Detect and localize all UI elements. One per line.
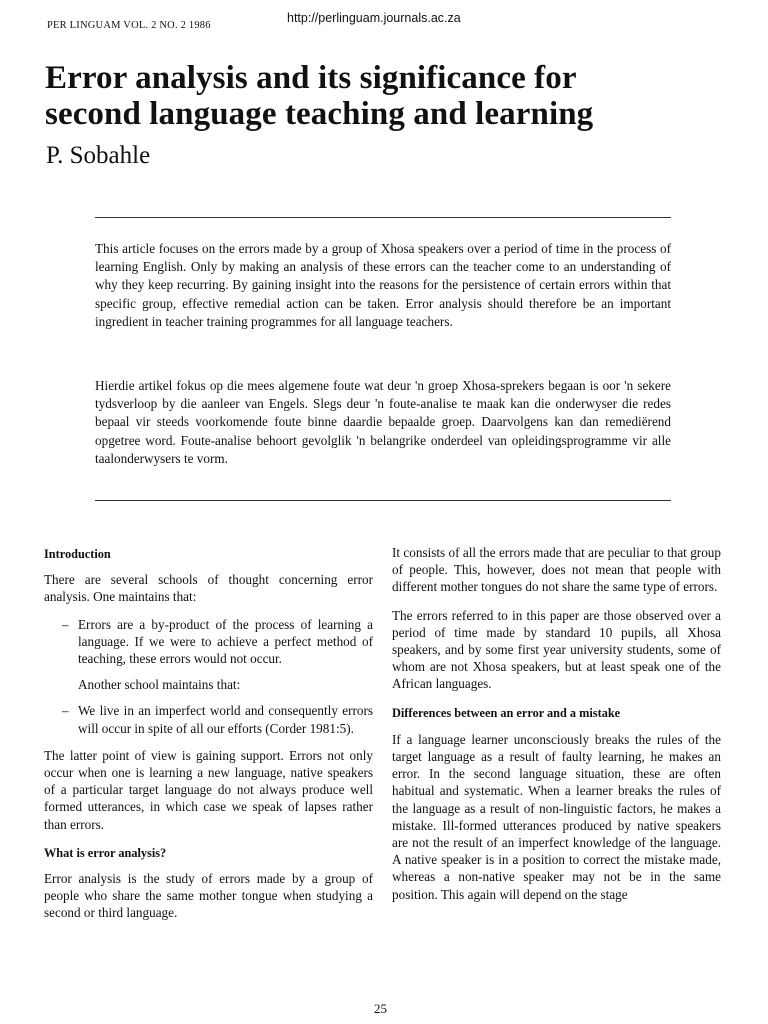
paragraph-another-school: Another school maintains that:: [78, 677, 241, 693]
journal-citation: PER LINGUAM VOL. 2 NO. 2 1986: [47, 20, 211, 31]
abstract-afrikaans: Hierdie artikel fokus op die mees algemene foute wat deur 'n groep Xhosa-sprekers begaan is oor 'n sekere tydsverloop by die aanleer van Engels. Slegs deur 'n foute-analise te maak kan die onderwyser die redes bepaal vir steeds voorkomende foute binne daardie bepaalde groep. Daarvolgens kan dan remediërend opgetree word. Foute-analise behoort gevolglik 'n belangrike onderdeel van opleidingsprogramme vir alle taalonderwysers te vorm.: [95, 378, 671, 466]
journal-url: http://perlinguam.journals.ac.za: [287, 11, 461, 25]
right-column: [392, 544, 721, 903]
paragraph-errors-referred: The errors referred to in this paper are those observed over a period of time made by standard 10 pupils, all Xhosa speakers, and by some first year university students, some of whom are not Xhosa speakers, but at least speak one of the African languages.: [392, 607, 721, 692]
bottom-divider: [95, 500, 671, 501]
dash-glyph: –: [62, 703, 69, 719]
paragraph-error-analysis-definition: Error analysis is the study of errors made by a group of people who share the same mother tongue when studying a second or third language.: [44, 871, 373, 921]
bullet-item-2: [44, 702, 373, 736]
left-column: [44, 546, 373, 922]
top-divider: [95, 217, 671, 218]
article-title: [45, 60, 745, 132]
heading-error-vs-mistake: Differences between an error and a mistake: [392, 705, 621, 720]
paragraph-latter-view: The latter point of view is gaining support. Errors not only occur when one is learning a new language, native speakers of a particular target language do not always produce well formed utterances, in which case we speak of lapses rather than errors.: [44, 747, 373, 832]
paragraph-intro: There are several schools of thought concerning error analysis. One maintains that:: [44, 572, 373, 605]
abstract-english: This article focuses on the errors made by a group of Xhosa speakers over a period of time in the process of learning English. Only by making an analysis of these errors can the teacher come to an understanding of why they keep recurring. By gaining insight into the reasons for the persistence of certain errors within that specific group, effective remedial action can be taken. Error analysis should therefore be an important ingredient in teacher training programmes for all language teachers.: [95, 241, 671, 329]
heading-what-is-error-analysis: What is error analysis?: [44, 845, 167, 860]
paragraph-error-mistake: If a language learner unconsciously breaks the rules of the target language as a result of faulty learning, he makes an error. In the second language situation, these are often habitual and systematic. When a learner breaks the rules of the language as a result of non-linguistic factors, he makes a mistake. Ill-formed utterances produced by native speakers are not the result of an imperfect knowledge of the language. A native speaker is in a position to correct the mistake made, whereas a non-native speaker may not be in the same position. This again will depend on the stage: [392, 731, 721, 902]
page-number: 25: [374, 1001, 387, 1016]
dash-glyph: –: [62, 616, 69, 632]
author-name: P. Sobahle: [46, 142, 151, 169]
bullet-item-1: [44, 616, 373, 668]
bullet-text-2: We live in an imperfect world and consequently errors will occur in spite of all our efforts (Corder 1981:5).: [78, 703, 373, 736]
title-line-2: second language teaching and learning: [45, 96, 594, 132]
bullet-text-1: Errors are a by-product of the process of learning a language. If we were to achieve a perfect method of teaching, these errors would not occur.: [78, 616, 373, 667]
title-line-1: Error analysis and its significance for: [45, 60, 577, 96]
paragraph-consists: It consists of all the errors made that are peculiar to that group of people. This, however, does not mean that people with different mother tongues do not share the same type of errors.: [392, 545, 721, 595]
heading-introduction: Introduction: [44, 547, 111, 561]
